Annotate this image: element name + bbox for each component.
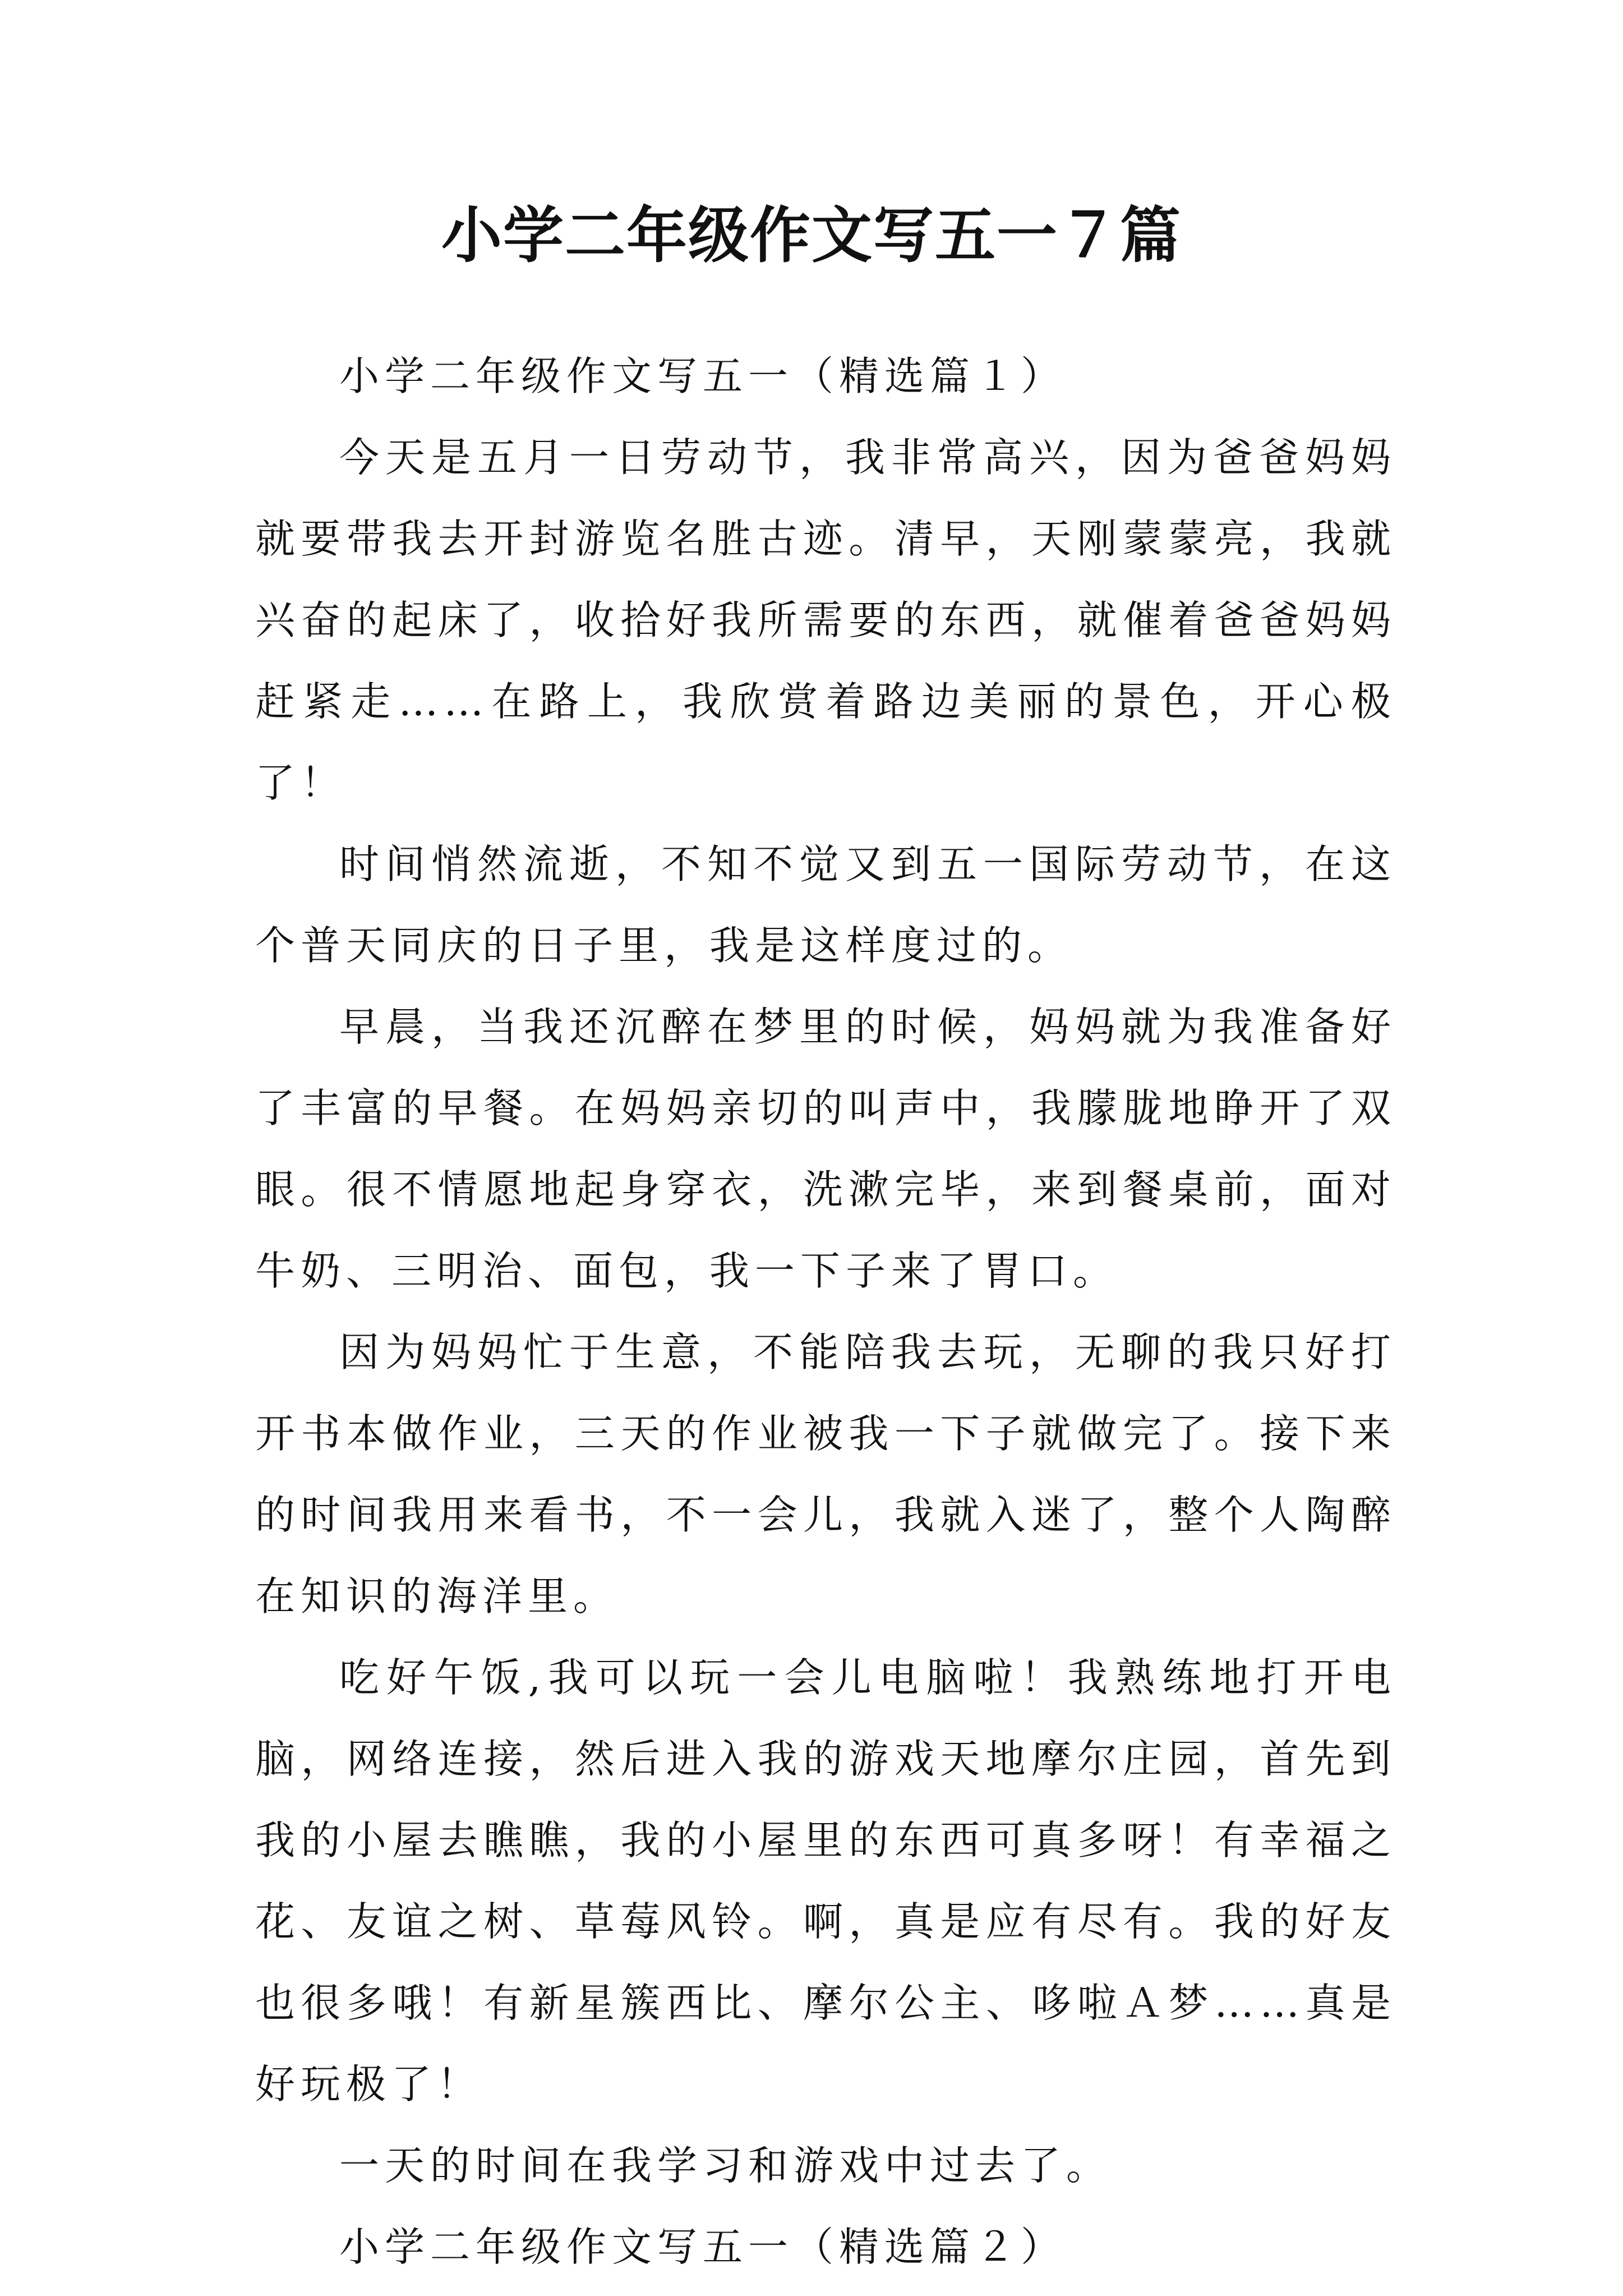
paragraph: 吃好午饭,我可以玩一会儿电脑啦！我熟练地打开电脑，网络连接，然后进入我的游戏天地摩尔庄园，首先到我的小屋去瞧瞧，我的小屋里的东西可真多呀！有幸福之花、友谊之树、草莓风铃。啊，真是应有尽有。我的好友也很多哦！有新星簇西比、摩尔公主、哆啦Ａ梦……真是好玩极了！ (255, 1654, 1396, 2108)
document-body (255, 335, 1396, 2288)
section-heading-2: 小学二年级作文写五一（精选篇２） (339, 2224, 1067, 2270)
paragraph: 早晨，当我还沉醉在梦里的时候，妈妈就为我准备好了丰富的早餐。在妈妈亲切的叫声中，我朦胧地睁开了双眼。很不情愿地起身穿衣，洗漱完毕，来到餐桌前，面对牛奶、三明治、面包，我一下子来了胃口。 (255, 1004, 1396, 1294)
paragraph: 今天是五月一日劳动节，我非常高兴，因为爸爸妈妈就要带我去开封游览名胜古迹。清早，天刚蒙蒙亮，我就兴奋的起床了，收拾好我所需要的东西，就催着爸爸妈妈赶紧走……在路上，我欣赏着路边美丽的景色，开心极了！ (255, 434, 1396, 806)
document-title: 小学二年级作文写五一７篇 (441, 200, 1182, 271)
section-heading-1: 小学二年级作文写五一（精选篇１） (339, 353, 1067, 399)
paragraph: 因为妈妈忙于生意，不能陪我去玩，无聊的我只好打开书本做作业，三天的作业被我一下子就做完了。接下来的时间我用来看书，不一会儿，我就入迷了，整个人陶醉在知识的海洋里。 (255, 1329, 1396, 1619)
paragraph: 时间悄然流逝，不知不觉又到五一国际劳动节，在这个普天同庆的日子里，我是这样度过的。 (255, 841, 1396, 969)
paragraph: 一天的时间在我学习和游戏中过去了。 (339, 2142, 1112, 2189)
